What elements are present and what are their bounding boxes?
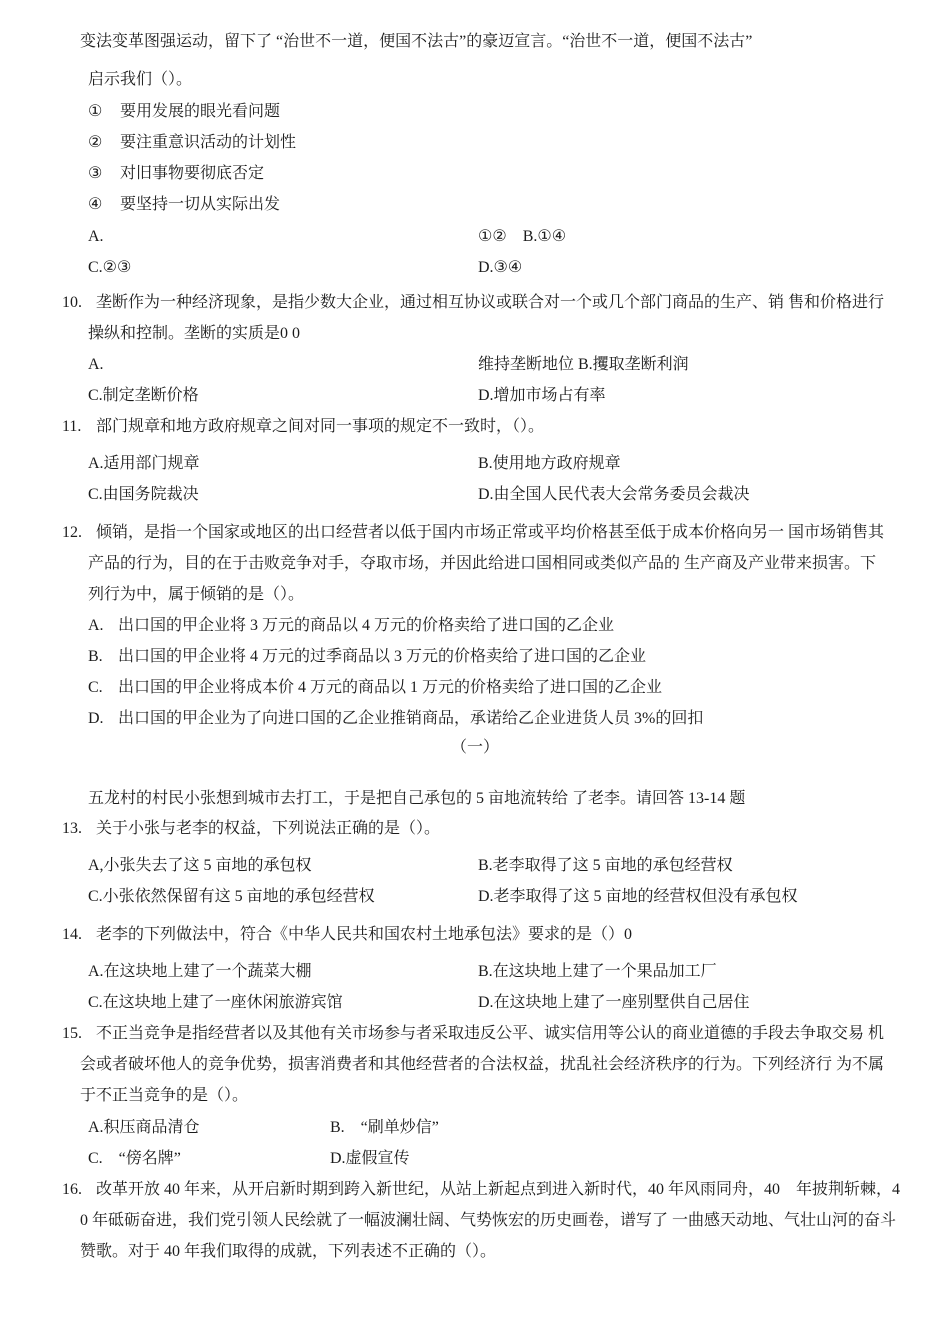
- q11-option-c: C.由国务院裁决: [88, 486, 199, 503]
- q9-statement-2-marker: ②: [88, 134, 103, 151]
- q15-stem-line-3: 于不正当竞争的是（）。: [80, 1087, 249, 1104]
- q12-option-b-text: 出口国的甲企业将 4 万元的过季商品以 3 万元的价格卖给了进口国的乙企业: [118, 648, 647, 665]
- q13-stem-line-1: 关于小张与老李的权益，下列说法正确的是（）。: [96, 820, 441, 837]
- q11-option-b: B.使用地方政府规章: [478, 455, 621, 472]
- q13-option-a: A,小张失去了这 5 亩地的承包权: [88, 857, 312, 874]
- q14-option-a: A.在这块地上建了一个蔬菜大棚: [88, 963, 312, 980]
- q11-option-a: A.适用部门规章: [88, 455, 200, 472]
- q12-option-a-label: A.: [88, 617, 104, 634]
- section-marker: （一）: [451, 739, 500, 756]
- q13-option-b: B.老李取得了这 5 亩地的承包经营权: [478, 857, 733, 874]
- q12-option-b-label: B.: [88, 648, 103, 665]
- q9-option-d: D.③④: [478, 259, 523, 276]
- q9-statement-4-text: 要坚持一切从实际出发: [120, 196, 281, 213]
- q15-option-b: B. “刷单炒信”: [330, 1119, 439, 1136]
- q11-option-d: D.由全国人民代表大会常务委员会裁决: [478, 486, 750, 503]
- q12-option-c-text: 出口国的甲企业将成本价 4 万元的商品以 1 万元的价格卖给了进口国的乙企业: [118, 679, 663, 696]
- q10-option-a-label: A.: [88, 356, 104, 373]
- q10-stem-line-2: 操纵和控制。垄断的实质是0 0: [88, 325, 301, 342]
- q15-stem-line-1: 不正当竞争是指经营者以及其他有关市场参与者采取违反公平、诚实信用等公认的商业道德的手段去争取交易 机: [96, 1025, 885, 1042]
- q12-stem-line-3: 列行为中，属于倾销的是（）。: [88, 586, 305, 603]
- q16-stem-line-2: 0 年砥砺奋进，我们党引领人民绘就了一幅波澜壮阔、气势恢宏的历史画卷，谱写了 一曲感天动地、气壮山河的奋斗: [80, 1212, 897, 1229]
- material-13-14: 五龙村的村民小张想到城市去打工，于是把自己承包的 5 亩地流转给 了老李。请回答 13-14 题: [88, 790, 746, 807]
- q11-number: 11.: [62, 418, 82, 435]
- q12-option-d-label: D.: [88, 710, 104, 727]
- q9-statement-2-text: 要注重意识活动的计划性: [120, 134, 297, 151]
- q12-option-c-label: C.: [88, 679, 103, 696]
- q15-option-a: A.积压商品清仓: [88, 1119, 200, 1136]
- q10-stem-line-1: 垄断作为一种经济现象，是指少数大企业，通过相互协议或联合对一个或几个部门商品的生产、销 售和价格进行: [96, 294, 885, 311]
- q15-stem-line-2: 会或者破坏他人的竞争优势，损害消费者和其他经营者的合法权益，扰乱社会经济秩序的行为。下列经济行 为不属: [80, 1056, 885, 1073]
- q13-number: 13.: [62, 820, 82, 837]
- q14-option-b: B.在这块地上建了一个果品加工厂: [478, 963, 717, 980]
- q9-statement-3-marker: ③: [88, 165, 103, 182]
- q14-option-c: C.在这块地上建了一座休闲旅游宾馆: [88, 994, 343, 1011]
- q9-stem-line-1: 变法变革图强运动，留下了 “治世不一道，便国不法古”的豪迈宣言。“治世不一道，便国不法古”: [80, 33, 753, 50]
- q9-statement-4-marker: ④: [88, 196, 103, 213]
- q14-number: 14.: [62, 926, 82, 943]
- q12-option-a-text: 出口国的甲企业将 3 万元的商品以 4 万元的价格卖给了进口国的乙企业: [118, 617, 615, 634]
- q14-option-d: D.在这块地上建了一座别墅供自己居住: [478, 994, 750, 1011]
- q15-option-d: D.虚假宣传: [330, 1150, 410, 1167]
- q13-option-c: C.小张依然保留有这 5 亩地的承包经营权: [88, 888, 375, 905]
- q15-option-c: C. “傍名牌”: [88, 1150, 181, 1167]
- q10-number: 10.: [62, 294, 82, 311]
- q9-option-a-b-text: ①② B.①④: [478, 228, 567, 245]
- q10-option-c: C.制定垄断价格: [88, 387, 199, 404]
- q10-option-a-b-text: 维持垄断地位 B.攫取垄断利润: [478, 356, 689, 373]
- q9-statement-1-marker: ①: [88, 103, 103, 120]
- q12-option-d-text: 出口国的甲企业为了向进口国的乙企业推销商品，承诺给乙企业进货人员 3%的回扣: [118, 710, 704, 727]
- q16-stem-line-1: 改革开放 40 年来，从开启新时期到跨入新世纪，从站上新起点到进入新时代，40 年风雨同舟，40 年披荆斩棘，4: [96, 1181, 901, 1198]
- q9-option-a-label: A.: [88, 228, 104, 245]
- q9-statement-1-text: 要用发展的眼光看问题: [120, 103, 281, 120]
- q12-stem-line-1: 倾销，是指一个国家或地区的出口经营者以低于国内市场正常或平均价格甚至低于成本价格向另一 国市场销售其: [96, 524, 885, 541]
- q10-option-d: D.增加市场占有率: [478, 387, 606, 404]
- q9-stem-line-2: 启示我们（）。: [88, 71, 193, 88]
- q9-statement-3-text: 对旧事物要彻底否定: [120, 165, 265, 182]
- q16-stem-line-3: 赞歌。对于 40 年我们取得的成就，下列表述不正确的（）。: [80, 1243, 497, 1260]
- q11-stem-line-1: 部门规章和地方政府规章之间对同一事项的规定不一致时，（）。: [96, 418, 545, 435]
- q15-number: 15.: [62, 1025, 82, 1042]
- q13-option-d: D.老李取得了这 5 亩地的经营权但没有承包权: [478, 888, 798, 905]
- q16-number: 16.: [62, 1181, 82, 1198]
- q12-number: 12.: [62, 524, 82, 541]
- q12-stem-line-2: 产品的行为，目的在于击败竞争对手，夺取市场，并因此给进口国相同或类似产品的 生产商及产业带来损害。下: [88, 555, 877, 572]
- q9-option-c: C.②③: [88, 259, 132, 276]
- q14-stem-line-1: 老李的下列做法中，符合《中华人民共和国农村土地承包法》要求的是（）0: [96, 926, 633, 943]
